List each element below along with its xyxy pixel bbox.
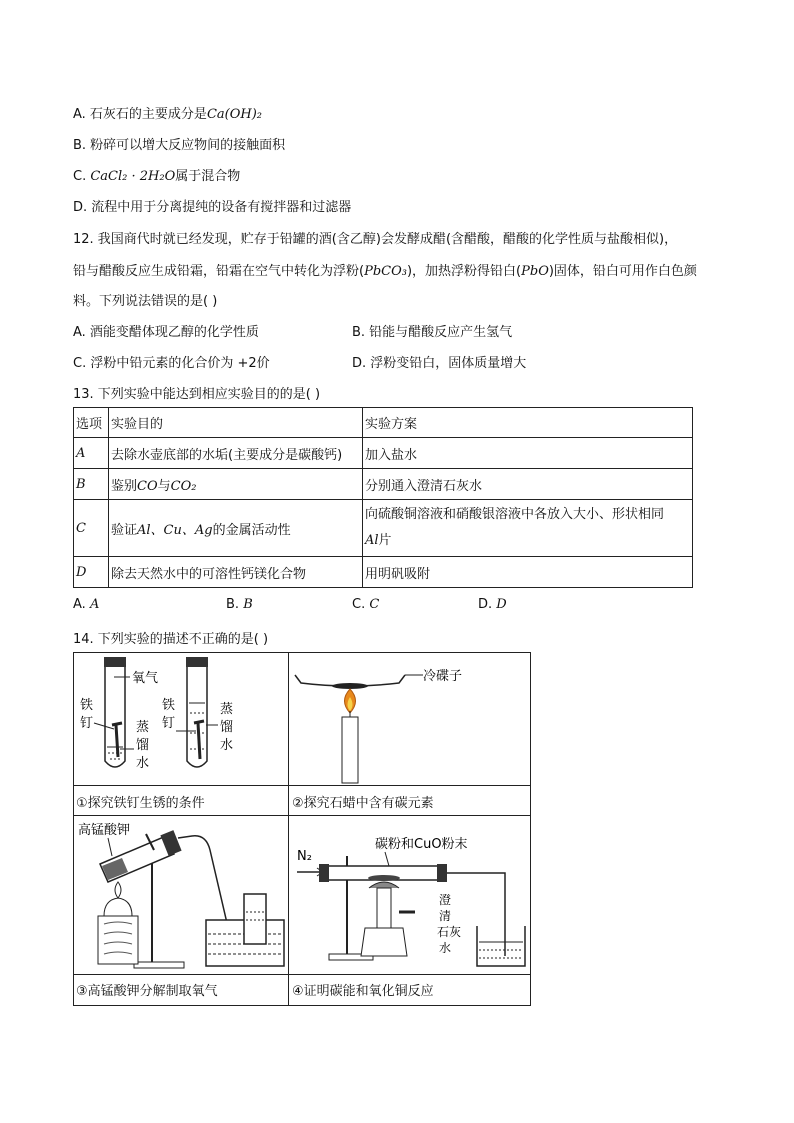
q13-row-b-goal-mid: 与 xyxy=(157,478,171,494)
label-powder: 碳粉和CuO粉末 xyxy=(375,837,468,852)
q12-option-a: A. 酒能变醋体现乙醇的化学性质 xyxy=(73,325,259,340)
q13-option-d xyxy=(478,597,507,612)
q11-option-b: B. 粉碎可以增大反应物间的接触面积 xyxy=(73,138,286,153)
label-water-left: 馏 xyxy=(136,738,150,753)
label-nail-right: 铁 xyxy=(162,698,176,713)
q13-option-a-label: A. xyxy=(73,597,90,612)
q13-row-b-plan: 分别通入澄清石灰水 xyxy=(363,469,693,500)
burner-base-icon xyxy=(361,928,407,956)
label-water-right: 蒸 xyxy=(220,702,234,717)
nail-head-right xyxy=(194,721,204,723)
test-tube-right xyxy=(187,667,207,767)
q12-option-b: B. 铅能与醋酸反应产生氢气 xyxy=(352,325,513,340)
fig1-rusting-tubes xyxy=(74,653,288,785)
q12-option-c: C. 浮粉中铅元素的化合价为 +2价 xyxy=(73,356,270,371)
q11-option-c-formula: CaCl₂ · 2H₂O xyxy=(90,169,176,184)
stopper-right xyxy=(437,864,447,882)
q13-row-d-key: D xyxy=(74,557,109,588)
q12-stem-line3: 料。下列说法错误的是( ) xyxy=(73,294,218,309)
q13-row-a-key: A xyxy=(74,438,109,469)
divider xyxy=(74,974,530,975)
q13-row-a-plan: 加入盐水 xyxy=(363,438,693,469)
q13-row-c-metals: Al、Cu、Ag xyxy=(137,522,213,538)
candle-icon xyxy=(342,717,358,783)
q13-row-b-formula-co2: CO₂ xyxy=(170,478,197,494)
gas-jar xyxy=(244,894,266,944)
pointer-powder xyxy=(385,852,389,866)
q13-row-c-formula-al: Al xyxy=(365,533,379,548)
q11-option-a-text: A. 石灰石的主要成分是 xyxy=(73,107,207,122)
q13-header-row xyxy=(74,408,693,438)
q13-row-d-goal: 除去天然水中的可溶性钙镁化合物 xyxy=(109,557,363,588)
label-oxygen: 氧气 xyxy=(132,671,159,686)
q13-stem: 13. 下列实验中能达到相应实验目的的是( ) xyxy=(73,387,321,402)
q13-row-c-plan-line1: 向硫酸铜溶液和硝酸银溶液中各放入大小、形状相同 xyxy=(365,507,665,522)
q13-row-c-plan xyxy=(363,500,693,557)
stopper-left xyxy=(104,657,126,667)
soot-deposit-icon xyxy=(332,683,368,689)
q13-row-c-goal xyxy=(109,500,363,557)
caption-fig2: ②探究石蜡中含有碳元素 xyxy=(292,796,434,811)
q11-option-c-text: 属于混合物 xyxy=(175,169,241,184)
q13-row-c-key: C xyxy=(74,500,109,557)
table-row xyxy=(74,557,693,588)
label-water-left: 蒸 xyxy=(136,720,150,735)
q13-option-c-value: C xyxy=(369,597,380,612)
q13-option-d-label: D. xyxy=(478,597,497,612)
q12-stem-line2 xyxy=(73,260,697,279)
q13-row-b-formula-co: CO xyxy=(137,478,158,494)
test-tube-left xyxy=(105,667,125,767)
label-nail-left: 钉 xyxy=(80,716,94,731)
q12-line2-c: )固体，铅白可用作白色颜 xyxy=(548,264,697,279)
q13-row-c-plan-post: 片 xyxy=(378,533,392,548)
q13-row-d-plan: 用明矾吸附 xyxy=(363,557,693,588)
q11-option-c xyxy=(73,165,240,184)
q13-option-c xyxy=(352,597,379,612)
caption-fig4: ④证明碳能和氧化铜反应 xyxy=(292,984,434,999)
label-nail-right: 钉 xyxy=(162,716,176,731)
q13-option-d-value: D xyxy=(496,597,507,612)
nail-head-left xyxy=(112,723,122,725)
stopper-left xyxy=(319,864,329,882)
q12-stem-line1: 12. 我国商代时就已经发现，贮存于铅罐的酒(含乙醇)会发酵成醋(含醋酸，醋酸的化学性质与盐酸相似)， xyxy=(73,232,678,247)
divider xyxy=(74,785,530,786)
label-limewater: 澄 xyxy=(439,893,452,907)
q13-option-b-label: B. xyxy=(226,597,244,612)
q13-row-c-goal-pre: 验证 xyxy=(111,522,138,538)
q13-option-b-value: B xyxy=(243,597,253,612)
q13-row-c-goal-post: 的金属活动性 xyxy=(212,522,291,538)
q13-option-c-label: C. xyxy=(352,597,370,612)
q13-option-a-value: A xyxy=(89,597,100,612)
fig2-candle-dish xyxy=(289,653,530,785)
q11-option-c-label: C. xyxy=(73,169,91,184)
q12-option-d: D. 浮粉变铅白，固体质量增大 xyxy=(352,356,527,371)
lamp-flame-icon xyxy=(115,882,121,898)
burner-stem xyxy=(377,888,391,928)
alcohol-lamp-icon xyxy=(104,898,132,916)
q13-row-a-goal: 去除水壶底部的水垢(主要成分是碳酸钙) xyxy=(109,438,363,469)
q12-formula-pbco3: PbCO₃ xyxy=(364,264,407,279)
label-limewater: 石灰 xyxy=(437,925,462,939)
caption-fig1: ①探究铁钉生锈的条件 xyxy=(76,796,205,811)
label-limewater: 水 xyxy=(439,941,452,955)
q13-header-goal: 实验目的 xyxy=(109,408,363,438)
outlet-tube xyxy=(447,873,505,956)
table-row xyxy=(74,500,693,557)
powder-mix xyxy=(368,875,400,881)
wood-block xyxy=(98,916,138,964)
q13-table xyxy=(73,407,693,588)
label-nail-left: 铁 xyxy=(80,698,94,713)
q13-header-option: 选项 xyxy=(74,408,109,438)
beaker-icon xyxy=(477,926,525,966)
q13-option-a xyxy=(73,597,99,612)
label-kmno4: 高锰酸钾 xyxy=(78,823,131,838)
fig3-kmno4-setup xyxy=(74,816,288,974)
fig4-carbon-cuo-setup xyxy=(289,816,530,974)
label-n2: N₂ xyxy=(297,849,312,864)
nail-right xyxy=(198,723,200,759)
q13-row-b-goal xyxy=(109,469,363,500)
q11-option-d: D. 流程中用于分离提纯的设备有搅拌器和过滤器 xyxy=(73,200,352,215)
label-water-left: 水 xyxy=(136,756,150,771)
label-water-right: 水 xyxy=(220,738,234,753)
q11-option-a xyxy=(73,103,262,122)
q13-option-b xyxy=(226,597,253,612)
q12-formula-pbo: PbO xyxy=(521,264,549,279)
q12-line2-a: 铅与醋酸反应生成铅霜，铅霜在空气中转化为浮粉( xyxy=(73,264,365,279)
table-row xyxy=(74,438,693,469)
label-water-right: 馏 xyxy=(220,720,234,735)
label-limewater: 清 xyxy=(439,909,452,923)
table-row xyxy=(74,469,693,500)
pointer-kmno4 xyxy=(108,838,112,856)
q13-header-plan: 实验方案 xyxy=(363,408,693,438)
q13-row-b-key: B xyxy=(74,469,109,500)
q11-option-a-formula: Ca(OH)₂ xyxy=(206,107,262,122)
stand-base xyxy=(134,962,184,968)
flame-net-icon xyxy=(369,882,399,888)
label-cold-dish: 冷碟子 xyxy=(423,669,463,684)
q13-row-c-plan-line2 xyxy=(365,528,690,554)
q14-figure-grid xyxy=(73,652,531,1006)
q12-line2-b: )，加热浮粉得铅白( xyxy=(406,264,522,279)
caption-fig3: ③高锰酸钾分解制取氧气 xyxy=(76,984,218,999)
nail-left xyxy=(116,725,118,757)
q13-row-b-goal-pre: 鉴别 xyxy=(111,478,138,494)
stopper-right xyxy=(186,657,208,667)
q14-stem: 14. 下列实验的描述不正确的是( ) xyxy=(73,632,269,647)
pointer-nail-left xyxy=(94,723,114,729)
